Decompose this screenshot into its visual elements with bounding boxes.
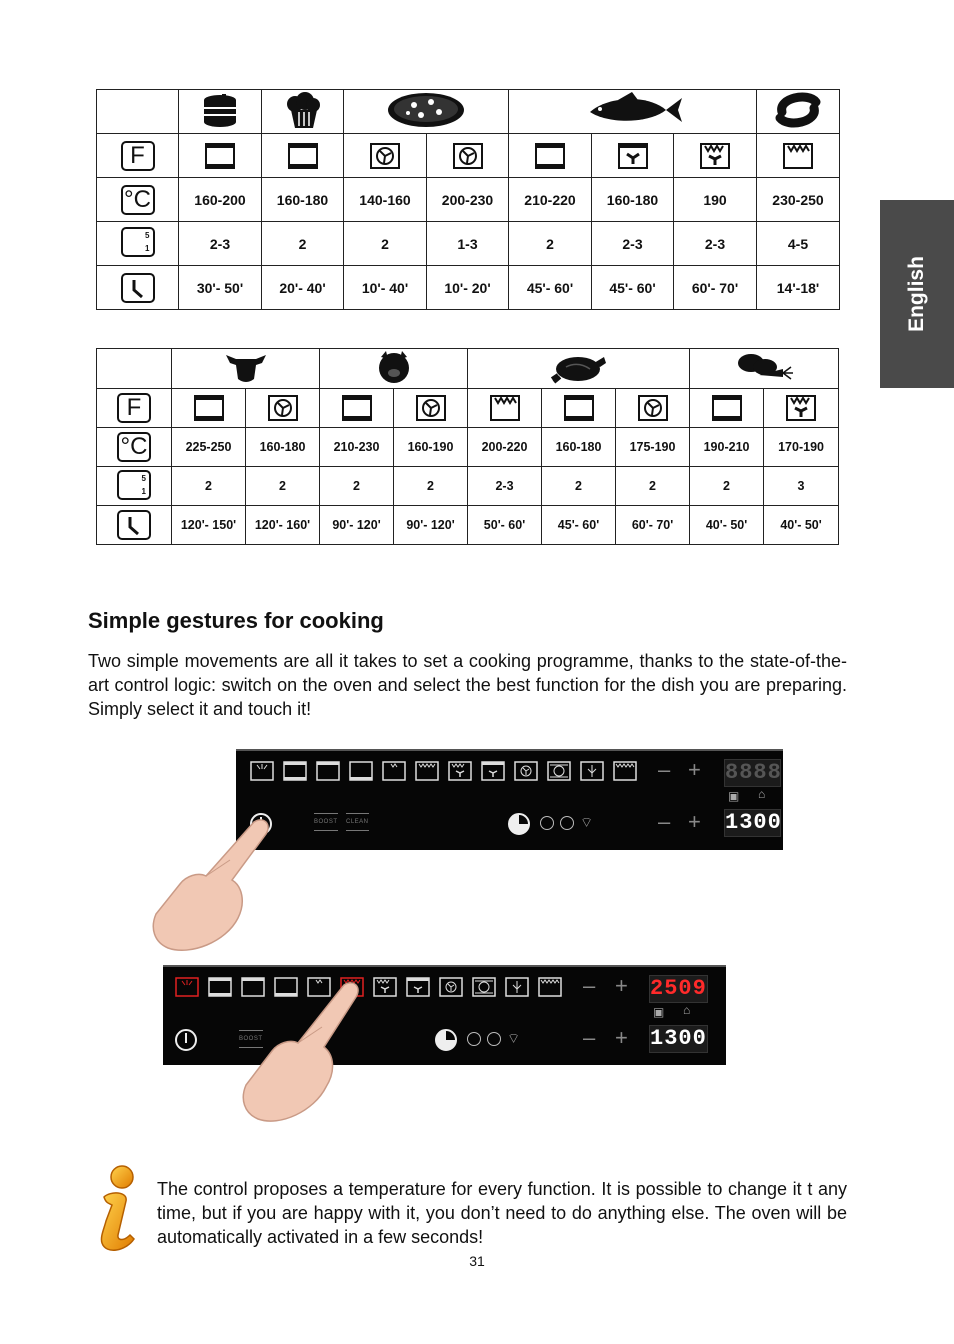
- time-cell: 45'- 60': [542, 506, 616, 545]
- temperature-cell: 170-190: [764, 428, 839, 467]
- temperature-cell: 210-230: [320, 428, 394, 467]
- vegetables-icon: [690, 349, 839, 389]
- static-function-icon: [320, 389, 394, 428]
- shelf-cell: 2-3: [468, 467, 542, 506]
- temperature-cell: 190-210: [690, 428, 764, 467]
- grill-function-icon: [757, 134, 840, 178]
- temperature-cell: 160-180: [246, 428, 320, 467]
- food-row: [97, 90, 840, 134]
- temperature-cell: 230-250: [757, 178, 840, 222]
- temperature-cell: 160-180: [542, 428, 616, 467]
- beef-icon: [172, 349, 320, 389]
- shelf-cell: 2: [320, 467, 394, 506]
- temperature-symbol-icon: °C: [121, 185, 155, 215]
- temperature-cell: 225-250: [172, 428, 246, 467]
- time-cell: 14'-18': [757, 266, 840, 310]
- wifi-icon[interactable]: ⌔: [507, 1030, 521, 1046]
- temp-minus-button[interactable]: –: [583, 973, 596, 998]
- temperature-cell: 210-220: [509, 178, 592, 222]
- shelf-row: [97, 467, 839, 506]
- temperature-cell: 160-180: [592, 178, 674, 222]
- fan-grill-function-button[interactable]: [481, 761, 505, 781]
- intro-paragraph: Two simple movements are all it takes to set a cooking programme, thanks to the state-of-the-art control logic: switch on the oven and select the best function for the dish you are preparing. Simply select it and touch it!: [88, 651, 847, 719]
- time-minus-button[interactable]: –: [583, 1025, 596, 1050]
- shelf-cell: 2-3: [674, 222, 757, 266]
- power-button[interactable]: [175, 1029, 197, 1051]
- function-symbol-icon: F: [117, 393, 151, 423]
- boost-button[interactable]: BOOST: [239, 1036, 263, 1042]
- static-function-icon: [179, 134, 262, 178]
- shelf-cell: 2: [262, 222, 344, 266]
- bottom-heat-function-button[interactable]: [349, 761, 373, 781]
- function-buttons: [175, 977, 562, 997]
- static-function-button[interactable]: [283, 761, 307, 781]
- cooking-table-1: [96, 89, 840, 310]
- temperature-symbol-icon: °C: [117, 432, 151, 462]
- time-cell: 30'- 50': [179, 266, 262, 310]
- time-display: 1300: [650, 1026, 707, 1051]
- time-cell: 120'- 150': [172, 506, 246, 545]
- max-grill-function-button[interactable]: [538, 977, 562, 997]
- clean-button[interactable]: CLEAN: [346, 819, 369, 825]
- max-grill-function-button[interactable]: [613, 761, 637, 781]
- time-cell: 120'- 160': [246, 506, 320, 545]
- static-function-icon: [542, 389, 616, 428]
- fan-function-icon: [344, 134, 427, 178]
- grill-function-icon: [468, 389, 542, 428]
- fan-static-function-button[interactable]: [547, 761, 571, 781]
- temperature-cell: 140-160: [344, 178, 427, 222]
- temperature-cell: 190: [674, 178, 757, 222]
- fan-function-icon: [616, 389, 690, 428]
- home-icon: ⌂: [758, 787, 766, 801]
- language-tab-label: English: [905, 256, 928, 332]
- static-function-button[interactable]: [208, 977, 232, 997]
- temperature-row: [97, 178, 840, 222]
- clock-icon: [121, 273, 155, 303]
- time-cell: 20'- 40': [262, 266, 344, 310]
- static-function-icon: [172, 389, 246, 428]
- lock-icon: ▣: [653, 1005, 665, 1019]
- time-cell: 90'- 120': [394, 506, 468, 545]
- temperature-display: 2509: [650, 976, 707, 1001]
- fan-grill-function-button[interactable]: [406, 977, 430, 997]
- fan-function-icon: [427, 134, 509, 178]
- time-row: [97, 506, 839, 545]
- timer-icon[interactable]: [508, 813, 530, 835]
- function-buttons: [250, 761, 637, 781]
- temperature-cell: 200-220: [468, 428, 542, 467]
- shelf-cell: 2: [172, 467, 246, 506]
- shelf-cell: 1-3: [427, 222, 509, 266]
- fan-function-button[interactable]: [514, 761, 538, 781]
- fish-icon: [509, 90, 757, 134]
- shelf-cell: 2: [394, 467, 468, 506]
- home-icon: ⌂: [683, 1003, 691, 1017]
- defrost-function-button[interactable]: [505, 977, 529, 997]
- fan-grill-function-icon: [592, 134, 674, 178]
- food-row: [97, 349, 839, 389]
- time-cell: 10'- 40': [344, 266, 427, 310]
- language-tab[interactable]: [880, 200, 954, 388]
- function-row: [97, 389, 839, 428]
- light-function-button[interactable]: [175, 977, 199, 997]
- pork-icon: [320, 349, 468, 389]
- shelf-cell: 2: [246, 467, 320, 506]
- sausage-icon: [757, 90, 840, 134]
- time-cell: 10'- 20': [427, 266, 509, 310]
- grill-fan-function-button[interactable]: [373, 977, 397, 997]
- clock-icon: [117, 510, 151, 540]
- fan-function-button[interactable]: [439, 977, 463, 997]
- static-function-icon: [690, 389, 764, 428]
- grill-fan-function-icon: [764, 389, 839, 428]
- shelf-cell: 2: [690, 467, 764, 506]
- info-icon: [88, 1163, 144, 1255]
- time-cell: 45'- 60': [592, 266, 674, 310]
- sound-icon[interactable]: [467, 1032, 481, 1046]
- cooking-table-2: [96, 348, 839, 545]
- temp-plus-button[interactable]: +: [688, 757, 701, 782]
- small-grill-function-button[interactable]: [382, 761, 406, 781]
- info-note: The control proposes a temperature for every function. It is possible to change it t any time, but if you are happy with it, you don’t need to do anything else. The oven will be automatically activated in a few seconds!: [157, 1179, 847, 1247]
- top-heat-function-button[interactable]: [316, 761, 340, 781]
- shelf-cell: 2: [542, 467, 616, 506]
- static-function-icon: [262, 134, 344, 178]
- muffin-icon: [262, 90, 344, 134]
- lock-icon: ▣: [728, 789, 740, 803]
- oven-control-panel-off: [236, 749, 783, 850]
- section-title: Simple gestures for cooking: [88, 608, 384, 633]
- boost-button[interactable]: BOOST: [314, 819, 338, 825]
- static-function-icon: [509, 134, 592, 178]
- sound-icon[interactable]: [540, 816, 554, 830]
- time-plus-button[interactable]: +: [615, 1025, 628, 1050]
- shelf-cell: 4-5: [757, 222, 840, 266]
- defrost-function-button[interactable]: [580, 761, 604, 781]
- temp-minus-button[interactable]: –: [658, 757, 671, 782]
- chicken-icon: [468, 349, 690, 389]
- shelf-cell: 2-3: [179, 222, 262, 266]
- fan-function-icon: [246, 389, 320, 428]
- time-cell: 60'- 70': [674, 266, 757, 310]
- stop-icon[interactable]: [560, 816, 574, 830]
- time-plus-button[interactable]: +: [688, 809, 701, 834]
- fan-function-icon: [394, 389, 468, 428]
- temperature-display: 8888: [725, 760, 782, 785]
- page-number: 31: [469, 1253, 485, 1269]
- shelf-level-icon: 5 1: [117, 470, 151, 500]
- fan-static-function-button[interactable]: [472, 977, 496, 997]
- shelf-cell: 2: [616, 467, 690, 506]
- time-cell: 40'- 50': [690, 506, 764, 545]
- shelf-cell: 3: [764, 467, 839, 506]
- temperature-row: [97, 428, 839, 467]
- wifi-icon[interactable]: ⌔: [580, 814, 594, 830]
- time-row: [97, 266, 840, 310]
- time-cell: 90'- 120': [320, 506, 394, 545]
- grill-function-button[interactable]: [415, 761, 439, 781]
- grill-fan-function-button[interactable]: [448, 761, 472, 781]
- shelf-cell: 2: [344, 222, 427, 266]
- time-display: 1300: [725, 810, 782, 835]
- light-function-button[interactable]: [250, 761, 274, 781]
- shelf-row: [97, 222, 840, 266]
- shelf-cell: 2-3: [592, 222, 674, 266]
- time-minus-button[interactable]: –: [658, 809, 671, 834]
- shelf-cell: 2: [509, 222, 592, 266]
- timer-icon[interactable]: [435, 1029, 457, 1051]
- temperature-cell: 200-230: [427, 178, 509, 222]
- time-cell: 50'- 60': [468, 506, 542, 545]
- temperature-cell: 175-190: [616, 428, 690, 467]
- time-cell: 40'- 50': [764, 506, 839, 545]
- pointing-hand-illustration: [146, 810, 276, 960]
- time-cell: 60'- 70': [616, 506, 690, 545]
- function-row: [97, 134, 840, 178]
- pointing-hand-illustration: [236, 975, 366, 1135]
- temperature-cell: 160-190: [394, 428, 468, 467]
- cake-icon: [179, 90, 262, 134]
- function-symbol-icon: F: [121, 141, 155, 171]
- stop-icon[interactable]: [487, 1032, 501, 1046]
- temperature-cell: 160-200: [179, 178, 262, 222]
- grill-fan-function-icon: [674, 134, 757, 178]
- time-cell: 45'- 60': [509, 266, 592, 310]
- temp-plus-button[interactable]: +: [615, 973, 628, 998]
- pizza-icon: [344, 90, 509, 134]
- temperature-cell: 160-180: [262, 178, 344, 222]
- shelf-level-icon: 5 1: [121, 227, 155, 257]
